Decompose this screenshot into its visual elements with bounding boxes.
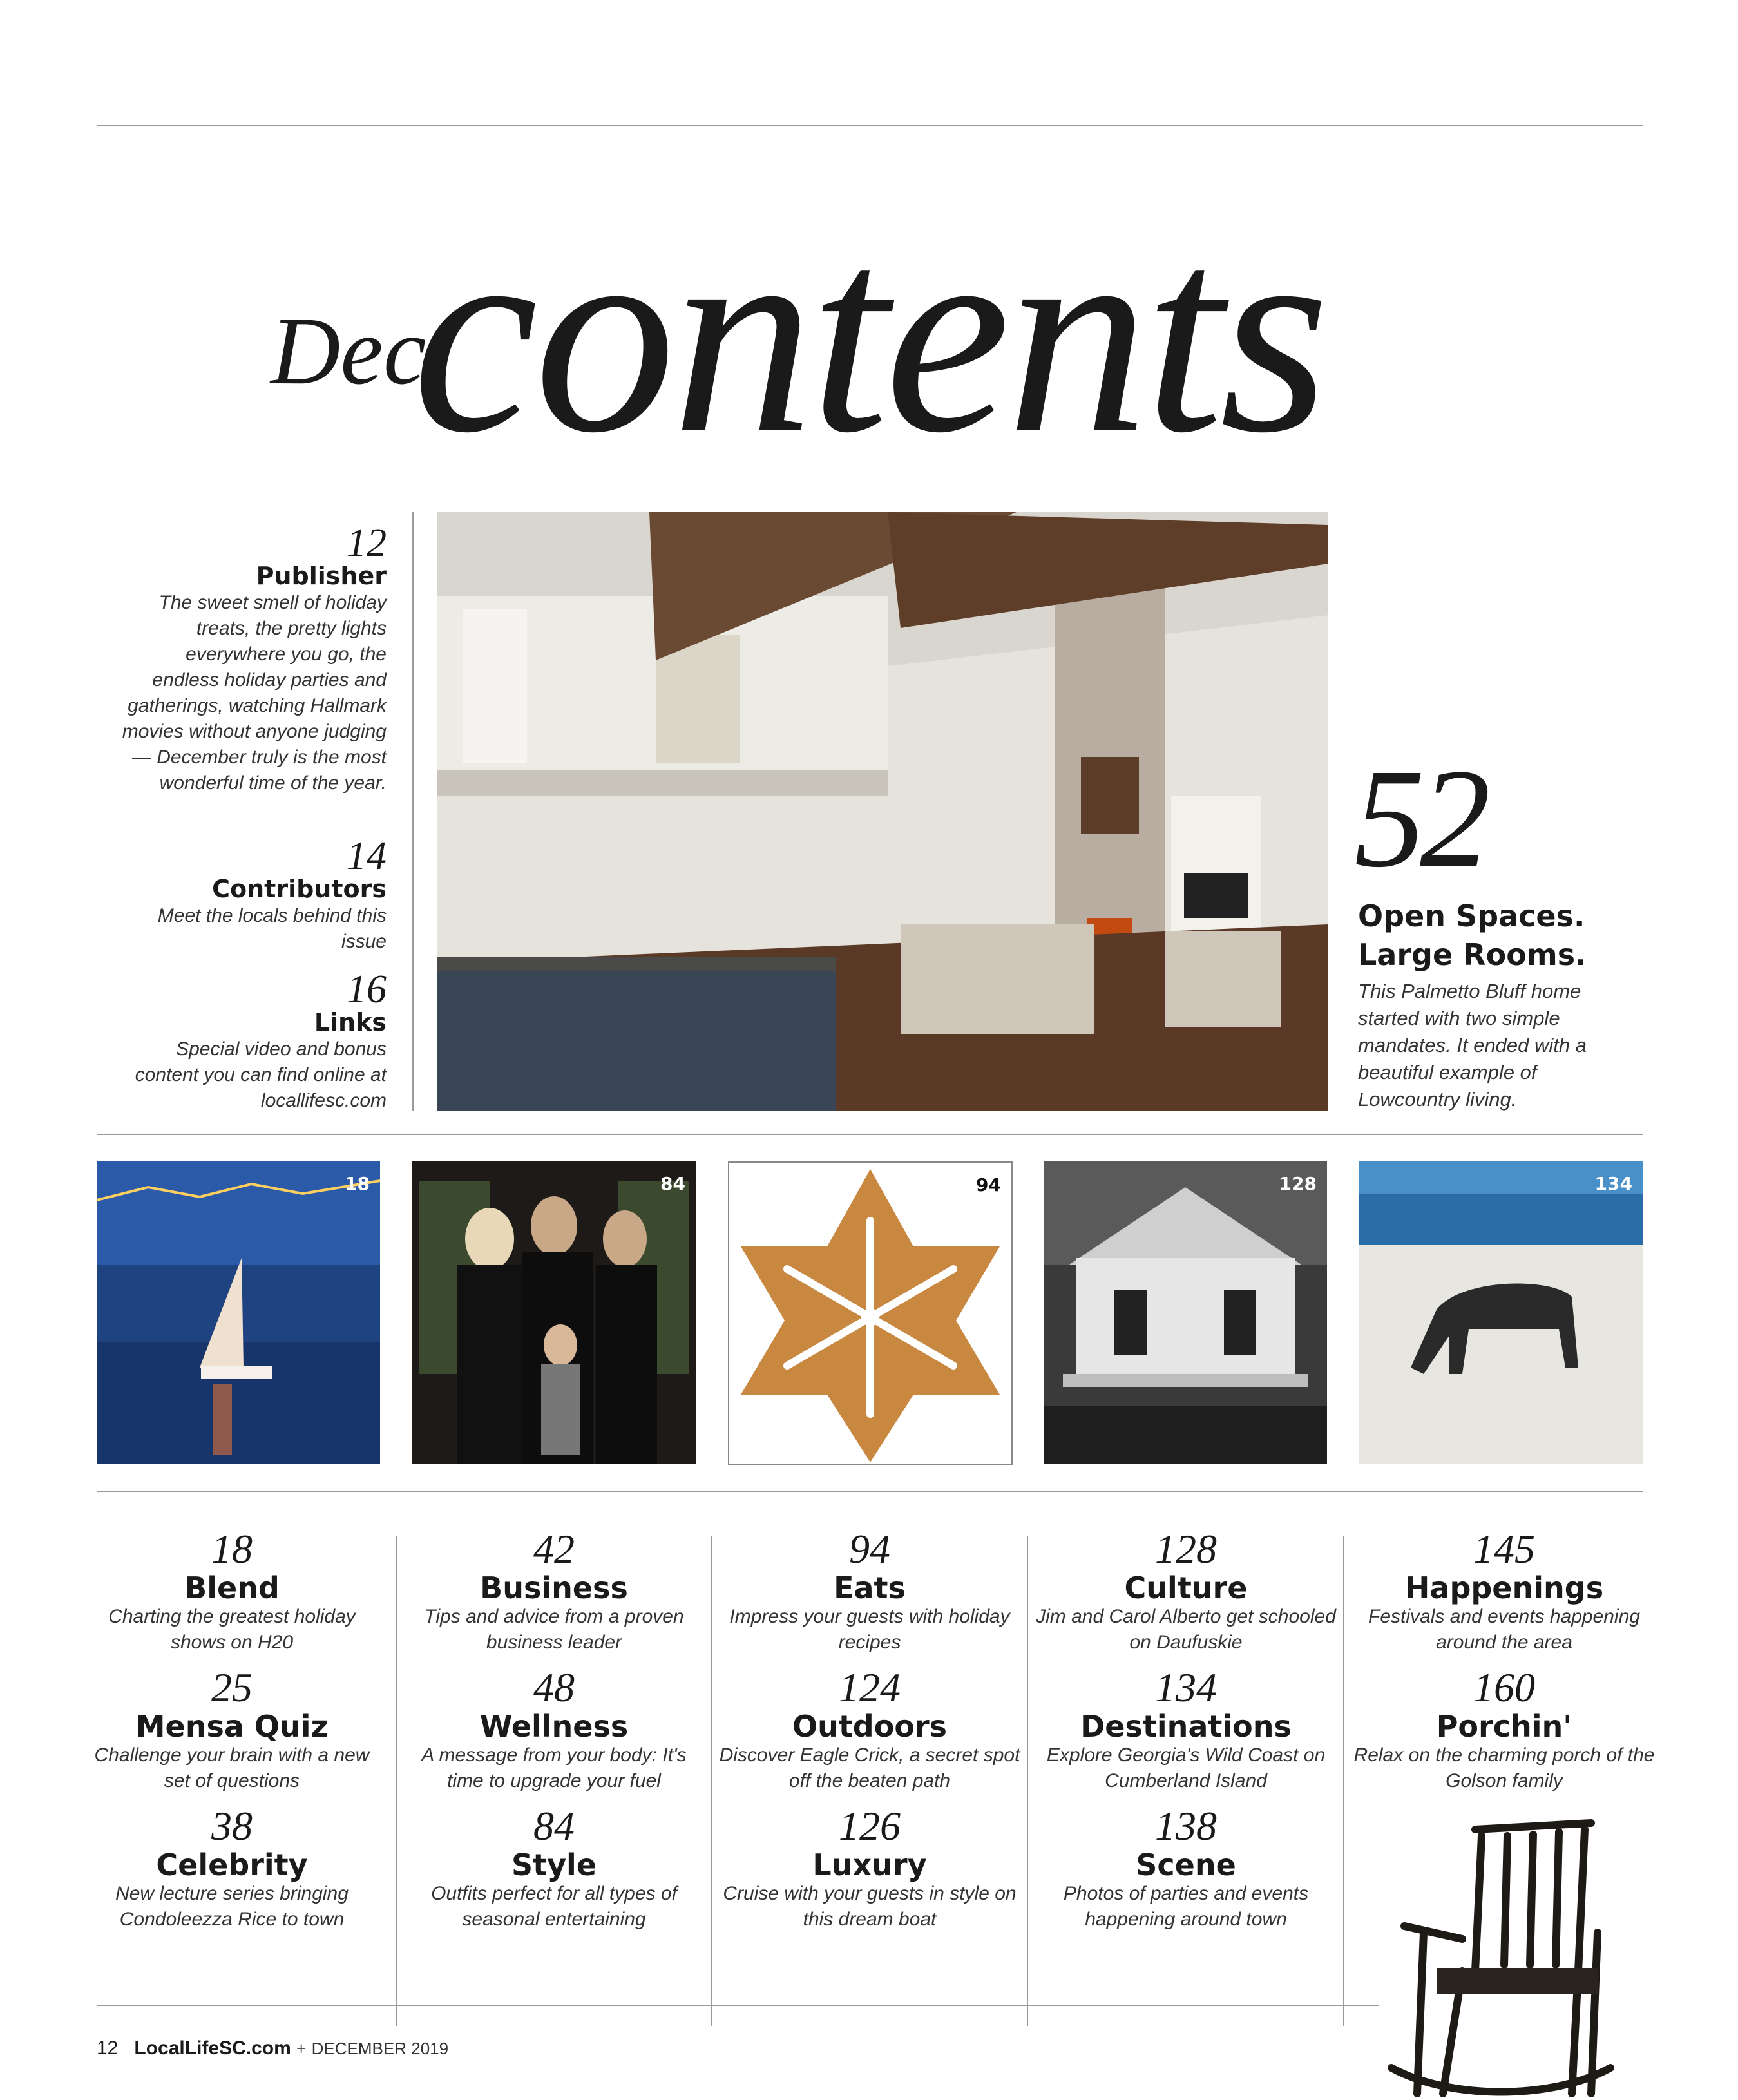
toc-column-1 xyxy=(81,1527,383,1942)
footer-issue: DECEMBER 2019 xyxy=(311,2039,449,2058)
toc-entry-porchin[interactable] xyxy=(1353,1665,1656,1804)
entry-desc: Charting the greatest holiday shows on H20 xyxy=(108,1606,356,1653)
entry-title: Mensa Quiz xyxy=(135,1709,329,1744)
thumb-page-number: 128 xyxy=(1279,1173,1317,1194)
feature-title-line2: Large Rooms. xyxy=(1358,937,1587,972)
boat-illustration xyxy=(97,1161,380,1464)
page-number: 18 xyxy=(211,1526,253,1572)
entry-desc: Jim and Carol Alberto get schooled on Daufuskie xyxy=(1036,1606,1336,1653)
family-illustration xyxy=(412,1161,696,1464)
column-divider xyxy=(711,1536,712,2026)
thumb-house[interactable] xyxy=(1044,1161,1327,1464)
page-number: 94 xyxy=(849,1526,890,1572)
entry-desc: Festivals and events happening around the area xyxy=(1368,1606,1640,1653)
page-number: 84 xyxy=(533,1803,575,1849)
entry-desc: Discover Eagle Crick, a secret spot off the beaten path xyxy=(719,1744,1020,1791)
column-divider xyxy=(1343,1536,1344,2026)
toc-entry-luxury[interactable] xyxy=(718,1804,1021,1942)
thumb-cookie[interactable] xyxy=(728,1161,1013,1465)
entry-desc: New lecture series bringing Condoleezza Rice to town xyxy=(115,1883,349,1930)
toc-entry-eats[interactable] xyxy=(718,1527,1021,1665)
toc-column-4 xyxy=(1035,1527,1337,1942)
feature-desc: This Palmetto Bluff home started with two simple mandates. It ended with a beautiful example of Lowcountry living. xyxy=(1358,980,1587,1111)
entry-title: Links xyxy=(314,1008,387,1036)
page-number: 48 xyxy=(533,1665,575,1710)
thumb-page-number: 134 xyxy=(1594,1173,1632,1194)
page-title: contents xyxy=(412,178,1326,492)
toc-entry-outdoors[interactable] xyxy=(718,1665,1021,1804)
footer-site[interactable]: LocalLifeSC.com xyxy=(134,2038,291,2059)
toc-entry-celebrity[interactable] xyxy=(81,1804,383,1942)
entry-title: Wellness xyxy=(479,1709,629,1744)
entry-desc: A message from your body: It's time to upgrade your fuel xyxy=(421,1744,687,1791)
column-divider xyxy=(1027,1536,1028,2026)
sidebar-entry-publisher[interactable] xyxy=(116,523,387,796)
thumb-family[interactable] xyxy=(412,1161,696,1464)
page-number: 128 xyxy=(1155,1526,1217,1572)
rocking-chair-image[interactable] xyxy=(1385,1810,1617,2100)
toc-entry-mensa-quiz[interactable] xyxy=(81,1665,383,1804)
lower-rule xyxy=(97,1491,1643,1492)
horse-illustration xyxy=(1359,1161,1643,1464)
footer-separator: + xyxy=(296,2039,307,2058)
entry-title: Contributors xyxy=(212,875,387,903)
entry-title: Outdoors xyxy=(792,1709,948,1744)
toc-entry-style[interactable] xyxy=(403,1804,705,1942)
toc-entry-wellness[interactable] xyxy=(403,1665,705,1804)
issue-month: Dec xyxy=(271,298,426,405)
entry-desc: Meet the locals behind this issue xyxy=(157,904,387,952)
toc-column-2 xyxy=(403,1527,705,1942)
thumb-horse[interactable] xyxy=(1359,1161,1643,1464)
entry-title: Celebrity xyxy=(156,1847,308,1882)
page-number: 12 xyxy=(347,521,387,565)
page-number: 134 xyxy=(1155,1665,1217,1710)
toc-entry-culture[interactable] xyxy=(1035,1527,1337,1665)
sidebar-entry-contributors[interactable] xyxy=(116,836,387,955)
entry-desc: Special video and bonus content you can find online at locallifesc.com xyxy=(135,1038,387,1111)
toc-column-3 xyxy=(718,1527,1021,1942)
entry-title: Destinations xyxy=(1080,1709,1292,1744)
footer-rule xyxy=(97,2005,1379,2006)
page-number: 160 xyxy=(1473,1665,1535,1710)
entry-desc: The sweet smell of holiday treats, the pretty lights everywhere you go, the endless holiday parties and gatherings, watching Hallmark movies without anyone judging — December truly is the most wonderful time of the year. xyxy=(122,591,387,794)
page-number: 145 xyxy=(1473,1526,1535,1572)
feature-photo-interior[interactable] xyxy=(437,512,1328,1111)
footer-page-number: 12 xyxy=(97,2038,119,2059)
entry-title: Style xyxy=(511,1847,597,1882)
toc-entry-scene[interactable] xyxy=(1035,1804,1337,1942)
column-divider xyxy=(396,1536,397,2026)
sidebar-entry-links[interactable] xyxy=(116,969,387,1114)
entry-title: Business xyxy=(480,1570,628,1605)
entry-desc: Outfits perfect for all types of seasonal entertaining xyxy=(431,1883,677,1930)
mid-rule xyxy=(97,1134,1643,1135)
entry-title: Happenings xyxy=(1404,1570,1604,1605)
entry-desc: Impress your guests with holiday recipes xyxy=(729,1606,1010,1653)
entry-title: Porchin' xyxy=(1436,1709,1572,1744)
house-illustration xyxy=(1044,1161,1327,1464)
entry-title: Scene xyxy=(1136,1847,1236,1882)
entry-title: Eats xyxy=(834,1570,906,1605)
cookie-illustration xyxy=(729,1163,1011,1464)
page-number: 42 xyxy=(533,1526,575,1572)
sidebar-divider xyxy=(412,512,414,1111)
feature-title-line1: Open Spaces. xyxy=(1358,899,1585,933)
feature-page-number: 52 xyxy=(1354,740,1485,897)
entry-desc: Challenge your brain with a new set of questions xyxy=(94,1744,370,1791)
page-number: 25 xyxy=(211,1665,253,1710)
entry-desc: Photos of parties and events happening around town xyxy=(1063,1883,1309,1930)
toc-entry-blend[interactable] xyxy=(81,1527,383,1665)
entry-desc: Explore Georgia's Wild Coast on Cumberland Island xyxy=(1046,1744,1326,1791)
entry-title: Luxury xyxy=(812,1847,927,1882)
entry-desc: Tips and advice from a proven business leader xyxy=(424,1606,684,1653)
page-number: 16 xyxy=(347,968,387,1011)
thumb-page-number: 94 xyxy=(976,1174,1001,1196)
entry-title: Blend xyxy=(184,1570,280,1605)
feature-title[interactable] xyxy=(1358,897,1587,974)
interior-illustration xyxy=(437,512,1328,1111)
thumb-boat[interactable] xyxy=(97,1161,380,1464)
page-footer xyxy=(97,2037,448,2060)
entry-title: Culture xyxy=(1124,1570,1248,1605)
entry-title: Publisher xyxy=(256,562,387,590)
toc-entry-happenings[interactable] xyxy=(1353,1527,1656,1665)
rocking-chair-illustration xyxy=(1385,1810,1617,2100)
top-rule xyxy=(97,125,1643,126)
entry-desc: Relax on the charming porch of the Golson family xyxy=(1353,1744,1655,1791)
page-number: 126 xyxy=(839,1803,901,1849)
toc-entry-business[interactable] xyxy=(403,1527,705,1665)
page-number: 124 xyxy=(839,1665,901,1710)
page-number: 14 xyxy=(347,834,387,878)
entry-desc: Cruise with your guests in style on this dream boat xyxy=(723,1883,1017,1930)
thumb-page-number: 18 xyxy=(345,1173,370,1194)
toc-entry-destinations[interactable] xyxy=(1035,1665,1337,1804)
thumb-page-number: 84 xyxy=(660,1173,685,1194)
page-number: 38 xyxy=(211,1803,253,1849)
toc-column-5 xyxy=(1353,1527,1656,1804)
page-number: 138 xyxy=(1155,1803,1217,1849)
